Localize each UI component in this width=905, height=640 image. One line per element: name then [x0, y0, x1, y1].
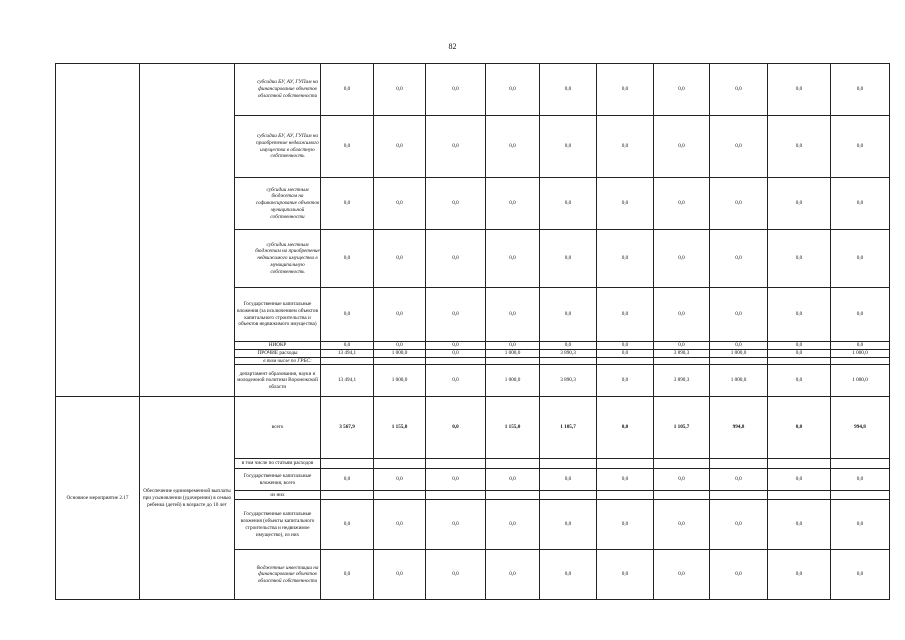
value-cell: [486, 357, 540, 365]
event-name: Обеспечение единовременной выплаты при усыновлении (удочерении) в семью ребенка (детей) в возрасте до 10 лет: [140, 397, 235, 600]
value-cell: 1 000,0: [374, 365, 426, 397]
value-cell: 0,0: [768, 365, 831, 397]
row-label: из них: [235, 491, 321, 500]
value-cell: 0,0: [374, 230, 426, 288]
value-cell: 0,0: [654, 64, 710, 116]
row-label: субсидии местным бюджетам на приобретение недвижимого имущества в муниципальную собственность: [235, 230, 321, 288]
value-cell: 994,8: [831, 397, 890, 459]
value-cell: 1 000,0: [486, 365, 540, 397]
value-cell: [321, 491, 374, 500]
value-cell: 0,0: [426, 230, 486, 288]
value-cell: 0,0: [426, 397, 486, 459]
value-cell: 0,0: [597, 288, 654, 342]
row-label: субсидии БУ, АУ, ГУПам на финансирование объектов областной собственности: [235, 64, 321, 116]
value-cell: 0,0: [374, 178, 426, 230]
value-cell: [710, 491, 768, 500]
value-cell: [654, 491, 710, 500]
value-cell: 3 890,3: [654, 349, 710, 357]
value-cell: 0,0: [486, 64, 540, 116]
value-cell: 0,0: [486, 178, 540, 230]
value-cell: [540, 459, 597, 469]
value-cell: 0,0: [831, 550, 890, 600]
row-label: субсидии БУ, АУ, ГУПам на приобретение недвижимого имущества в областную собственность: [235, 116, 321, 178]
value-cell: 0,0: [654, 178, 710, 230]
value-cell: 0,0: [374, 500, 426, 550]
value-cell: 0,0: [426, 550, 486, 600]
value-cell: 0,0: [540, 230, 597, 288]
value-cell: 0,0: [486, 288, 540, 342]
value-cell: [710, 459, 768, 469]
value-cell: [831, 491, 890, 500]
value-cell: 0,0: [486, 116, 540, 178]
row-label: в том числе по статьям расходов: [235, 459, 321, 469]
value-cell: 0,0: [486, 230, 540, 288]
value-cell: [374, 459, 426, 469]
value-cell: 0,0: [597, 230, 654, 288]
value-cell: [654, 459, 710, 469]
value-cell: 0,0: [654, 469, 710, 491]
row-label: бюджетные инвестиции на финансирование объектов областной собственности: [235, 550, 321, 600]
value-cell: [321, 357, 374, 365]
value-cell: 0,0: [710, 116, 768, 178]
value-cell: 0,0: [831, 500, 890, 550]
value-cell: 0,0: [597, 64, 654, 116]
value-cell: 1 000,0: [710, 349, 768, 357]
value-cell: [768, 491, 831, 500]
row-label: субсидии местным бюджетам на софинансирование объектов муниципальной собственности: [235, 178, 321, 230]
value-cell: [540, 491, 597, 500]
row-label: Государственные капитальные вложения, всего: [235, 469, 321, 491]
value-cell: 0,0: [831, 116, 890, 178]
value-cell: 0,0: [321, 469, 374, 491]
value-cell: 1 000,0: [710, 365, 768, 397]
value-cell: 1 000,0: [831, 349, 890, 357]
value-cell: 0,0: [540, 116, 597, 178]
value-cell: 0,0: [486, 342, 540, 350]
row-label: Государственные капитальные вложения (объекты капитального строительства и недвижимое имущество), из них: [235, 500, 321, 550]
value-cell: 0,0: [597, 178, 654, 230]
value-cell: 1 155,0: [374, 397, 426, 459]
value-cell: 0,0: [540, 178, 597, 230]
value-cell: 0,0: [426, 64, 486, 116]
row-label: в том числе по ГРБС:: [235, 357, 321, 365]
value-cell: 0,0: [426, 178, 486, 230]
value-cell: 0,0: [710, 550, 768, 600]
value-cell: 0,0: [768, 397, 831, 459]
value-cell: 0,0: [540, 342, 597, 350]
value-cell: [768, 459, 831, 469]
value-cell: 0,0: [540, 64, 597, 116]
value-cell: [597, 459, 654, 469]
value-cell: 0,0: [768, 469, 831, 491]
value-cell: [486, 459, 540, 469]
value-cell: 3 890,3: [540, 349, 597, 357]
value-cell: [426, 357, 486, 365]
value-cell: 0,0: [540, 469, 597, 491]
value-cell: 1 105,7: [654, 397, 710, 459]
value-cell: 0,0: [710, 178, 768, 230]
value-cell: 0,0: [486, 550, 540, 600]
value-cell: 0,0: [710, 288, 768, 342]
value-cell: 0,0: [486, 500, 540, 550]
value-cell: 0,0: [654, 288, 710, 342]
value-cell: 0,0: [374, 550, 426, 600]
value-cell: [540, 357, 597, 365]
value-cell: 0,0: [321, 230, 374, 288]
value-cell: 0,0: [768, 116, 831, 178]
value-cell: 0,0: [540, 500, 597, 550]
value-cell: 0,0: [540, 288, 597, 342]
value-cell: 0,0: [654, 342, 710, 350]
value-cell: 0,0: [426, 349, 486, 357]
row-label: департамент образования, науки и молодежной политики Воронежской области: [235, 365, 321, 397]
value-cell: 0,0: [540, 550, 597, 600]
value-cell: 0,0: [831, 288, 890, 342]
value-cell: 0,0: [597, 342, 654, 350]
value-cell: 0,0: [768, 349, 831, 357]
value-cell: [321, 459, 374, 469]
value-cell: 0,0: [710, 230, 768, 288]
row-label: всего: [235, 397, 321, 459]
value-cell: 0,0: [321, 342, 374, 350]
value-cell: 0,0: [426, 288, 486, 342]
value-cell: 1 000,0: [374, 349, 426, 357]
value-cell: 0,0: [710, 342, 768, 350]
value-cell: 0,0: [597, 550, 654, 600]
value-cell: 0,0: [426, 116, 486, 178]
value-cell: 0,0: [654, 500, 710, 550]
event-code: Основное мероприятие 2.17: [56, 397, 140, 600]
value-cell: 0,0: [831, 469, 890, 491]
value-cell: 1 105,7: [540, 397, 597, 459]
value-cell: 1 000,0: [486, 349, 540, 357]
value-cell: 0,0: [654, 230, 710, 288]
value-cell: [426, 459, 486, 469]
value-cell: 0,0: [768, 342, 831, 350]
value-cell: 0,0: [321, 116, 374, 178]
value-cell: 0,0: [597, 116, 654, 178]
value-cell: 0,0: [768, 288, 831, 342]
row-label: Государственные капитальные вложения (за исключением объектов капитального строительства и объектов недвижимого имущества): [235, 288, 321, 342]
value-cell: 0,0: [710, 469, 768, 491]
value-cell: 0,0: [768, 64, 831, 116]
value-cell: 0,0: [768, 550, 831, 600]
value-cell: [374, 491, 426, 500]
value-cell: [831, 357, 890, 365]
value-cell: [831, 459, 890, 469]
value-cell: 0,0: [426, 342, 486, 350]
blank-col-name: [140, 64, 235, 397]
value-cell: [710, 357, 768, 365]
value-cell: 0,0: [831, 64, 890, 116]
value-cell: 0,0: [597, 349, 654, 357]
value-cell: 0,0: [321, 288, 374, 342]
value-cell: 0,0: [831, 230, 890, 288]
value-cell: 0,0: [654, 116, 710, 178]
value-cell: 0,0: [486, 469, 540, 491]
budget-table: [55, 63, 890, 600]
value-cell: [597, 491, 654, 500]
value-cell: 0,0: [710, 64, 768, 116]
value-cell: 1 155,0: [486, 397, 540, 459]
value-cell: 0,0: [321, 178, 374, 230]
table-row: [56, 397, 890, 459]
blank-col-event: [56, 64, 140, 397]
value-cell: 13 494,1: [321, 365, 374, 397]
value-cell: [374, 357, 426, 365]
value-cell: 0,0: [768, 500, 831, 550]
value-cell: 0,0: [374, 469, 426, 491]
value-cell: 0,0: [426, 500, 486, 550]
value-cell: [597, 357, 654, 365]
value-cell: 0,0: [374, 64, 426, 116]
value-cell: 0,0: [374, 288, 426, 342]
value-cell: 0,0: [374, 342, 426, 350]
value-cell: [654, 357, 710, 365]
value-cell: 0,0: [597, 397, 654, 459]
value-cell: 0,0: [597, 365, 654, 397]
value-cell: 3 890,3: [654, 365, 710, 397]
value-cell: 0,0: [426, 469, 486, 491]
row-label: НИОКР: [235, 342, 321, 350]
value-cell: 994,8: [710, 397, 768, 459]
value-cell: 3 567,9: [321, 397, 374, 459]
row-label: ПРОЧИЕ расходы: [235, 349, 321, 357]
value-cell: 0,0: [321, 500, 374, 550]
value-cell: 0,0: [831, 342, 890, 350]
value-cell: 0,0: [768, 230, 831, 288]
value-cell: 0,0: [710, 500, 768, 550]
value-cell: 0,0: [321, 64, 374, 116]
value-cell: 0,0: [768, 178, 831, 230]
value-cell: 3 890,3: [540, 365, 597, 397]
value-cell: 0,0: [597, 469, 654, 491]
table-row: [56, 64, 890, 116]
value-cell: 0,0: [374, 116, 426, 178]
value-cell: 13 494,1: [321, 349, 374, 357]
value-cell: 1 000,0: [831, 365, 890, 397]
value-cell: [486, 491, 540, 500]
value-cell: [768, 357, 831, 365]
value-cell: 0,0: [597, 500, 654, 550]
page-number: 82: [448, 42, 457, 51]
value-cell: 0,0: [831, 178, 890, 230]
value-cell: [426, 491, 486, 500]
value-cell: 0,0: [321, 550, 374, 600]
value-cell: 0,0: [426, 365, 486, 397]
value-cell: 0,0: [654, 550, 710, 600]
